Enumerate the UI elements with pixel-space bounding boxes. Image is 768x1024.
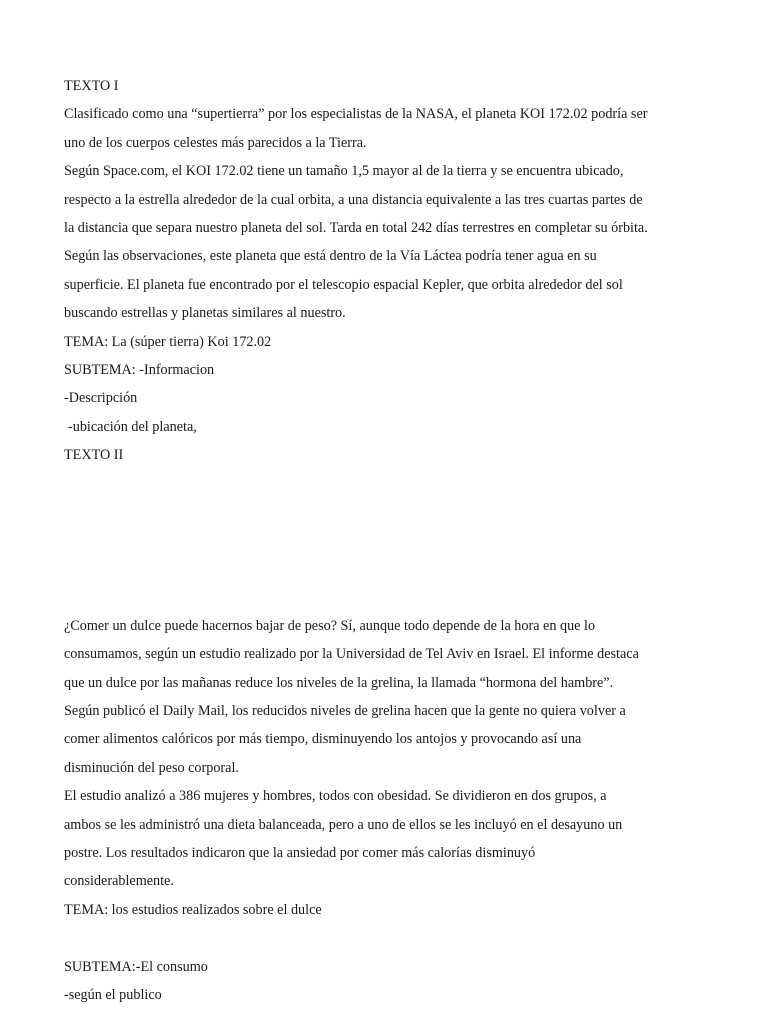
texto1-item-1: -Descripción bbox=[64, 390, 138, 407]
texto1-item-2: -ubicación del planeta, bbox=[68, 418, 197, 435]
texto2-item-1: -según el publico bbox=[64, 986, 162, 1003]
texto2-line-9: postre. Los resultados indicaron que la ansiedad por comer más calorías disminuyó bbox=[64, 844, 536, 861]
texto1-line-8: buscando estrellas y planetas similares al nuestro. bbox=[64, 305, 346, 322]
texto2-subtema: SUBTEMA:-El consumo bbox=[64, 958, 208, 975]
texto2-line-1: ¿Comer un dulce puede hacernos bajar de peso? Sí, aunque todo depende de la hora en que lo bbox=[64, 617, 596, 634]
document-page bbox=[64, 72, 704, 1009]
blank-space bbox=[64, 470, 704, 612]
texto1-heading: TEXTO I bbox=[64, 78, 119, 94]
texto1-line-2: uno de los cuerpos celestes más parecidos a la Tierra. bbox=[64, 134, 367, 151]
texto2-line-10: considerablemente. bbox=[64, 873, 174, 890]
texto2-line-8: ambos se les administró una dieta balanceada, pero a uno de ellos se les incluyó en el desayuno un bbox=[64, 816, 623, 833]
texto2-line-6: disminución del peso corporal. bbox=[64, 759, 239, 776]
blank-line bbox=[64, 924, 704, 952]
texto1-line-7: superficie. El planeta fue encontrado por el telescopio espacial Kepler, que orbita alrededor del sol bbox=[64, 276, 623, 293]
texto1-line-6: Según las observaciones, este planeta que está dentro de la Vía Láctea podría tener agua en su bbox=[64, 248, 597, 265]
texto2-line-2: consumamos, según un estudio realizado por la Universidad de Tel Aviv en Israel. El informe destaca bbox=[64, 646, 639, 663]
texto2-tema: TEMA: los estudios realizados sobre el dulce bbox=[64, 901, 322, 918]
texto1-tema: TEMA: La (súper tierra) Koi 172.02 bbox=[64, 333, 272, 350]
texto1-line-5: la distancia que separa nuestro planeta del sol. Tarda en total 242 días terrestres en completar su órbita. bbox=[64, 220, 648, 237]
texto1-line-1: Clasificado como una “supertierra” por los especialistas de la NASA, el planeta KOI 172.02 podría ser bbox=[64, 106, 648, 123]
texto2-line-3: que un dulce por las mañanas reduce los niveles de la grelina, la llamada “hormona del hambre”. bbox=[64, 674, 614, 691]
texto2-line-5: comer alimentos calóricos por más tiempo, disminuyendo los antojos y provocando así una bbox=[64, 731, 582, 748]
texto1-subtema: SUBTEMA: -Informacion bbox=[64, 362, 215, 379]
texto1-line-3: Según Space.com, el KOI 172.02 tiene un tamaño 1,5 mayor al de la tierra y se encuentra ubicado, bbox=[64, 163, 624, 180]
texto2-line-4: Según publicó el Daily Mail, los reducidos niveles de grelina hacen que la gente no quiera volver a bbox=[64, 702, 626, 719]
texto2-heading: TEXTO II bbox=[64, 447, 124, 464]
texto1-line-4: respecto a la estrella alrededor de la cual orbita, a una distancia equivalente a las tres cuartas partes de bbox=[64, 191, 643, 208]
texto2-line-7: El estudio analizó a 386 mujeres y hombres, todos con obesidad. Se dividieron en dos grupos, a bbox=[64, 788, 607, 805]
